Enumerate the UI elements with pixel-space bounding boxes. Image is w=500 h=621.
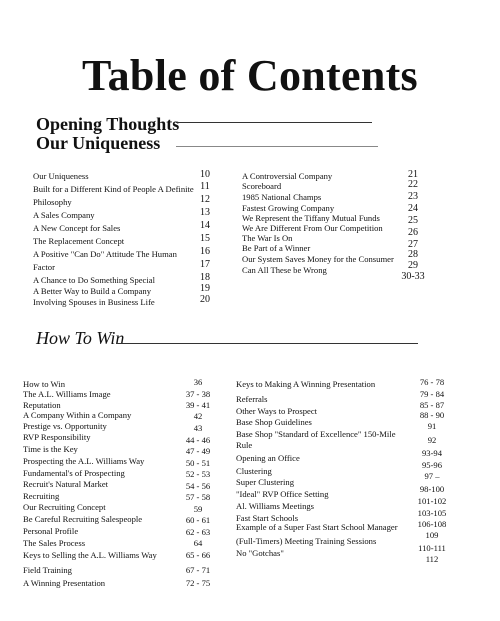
toc-entry-page: 27	[408, 239, 418, 250]
toc-entry-label: Our Uniqueness	[33, 171, 89, 181]
toc-entry-page: 30-33	[401, 271, 425, 282]
toc-entry-label: Clustering	[236, 466, 272, 476]
heading-rule	[116, 343, 418, 344]
heading-rule	[176, 146, 378, 147]
toc-entry-page: 54 - 56	[185, 481, 211, 491]
toc-entry-label: Fundamental's of Prospecting	[23, 468, 125, 478]
toc-entry-label: Al. Williams Meetings	[236, 501, 315, 511]
page-title: Table of Contents	[82, 51, 418, 100]
toc-entry-page: 20	[200, 294, 210, 305]
toc-entry-page: 72 - 75	[185, 578, 211, 588]
toc-entry-label: Recruiting	[23, 491, 60, 501]
toc-entry-page: 50 - 51	[185, 458, 211, 468]
toc-entry-page: 29	[408, 260, 418, 271]
toc-entry-label: Factor	[33, 262, 55, 272]
toc-entry-page: 16	[200, 246, 210, 257]
toc-entry-page: 98-100	[419, 484, 445, 494]
toc-entry-label: Prestige vs. Opportunity	[23, 421, 107, 431]
toc-entry-label: Personal Profile	[23, 526, 79, 536]
heading-opening-thoughts: Opening Thoughts	[36, 114, 180, 134]
toc-entry-label: Keys to Making A Winning Presentation	[236, 379, 376, 389]
toc-entry-page: 28	[408, 249, 418, 260]
toc-entry-page: 106-108	[417, 519, 447, 529]
toc-entry-label: Rule	[236, 440, 253, 450]
toc-entry-label: A Positive "Can Do" Attitude The Human	[33, 249, 177, 259]
toc-entry-page: 13	[200, 207, 210, 218]
toc-entry-page: 12	[200, 194, 210, 205]
toc-entry-page: 91	[427, 421, 437, 431]
toc-entry-page: 59	[193, 504, 203, 514]
toc-entry-page: 64	[193, 538, 203, 548]
toc-entry-label: A Company Within a Company	[23, 410, 132, 420]
toc-entry-page: 22	[408, 179, 418, 190]
toc-entry-page: 60 - 61	[185, 515, 211, 525]
toc-entry-label: A Controversial Company	[242, 171, 333, 181]
toc-entry-page: 11	[200, 181, 210, 192]
toc-entry-page: 47 - 49	[185, 446, 211, 456]
toc-entry-page: 10	[200, 169, 210, 180]
toc-entry-label: Prospecting the A.L. Williams Way	[23, 456, 145, 466]
toc-entry-page: 44 - 46	[185, 435, 211, 445]
toc-entry-label: Opening an Office	[236, 453, 300, 463]
toc-entry-label: Time is the Key	[23, 444, 78, 454]
toc-entry-label: (Full-Timers) Meeting Training Sessions	[236, 536, 377, 546]
toc-entry-page: 109	[425, 530, 439, 540]
toc-entry-label: "Ideal" RVP Office Setting	[236, 489, 329, 499]
toc-entry-label: A Chance to Do Something Special	[33, 275, 155, 285]
toc-entry-label: A Sales Company	[33, 210, 95, 220]
toc-entry-page: 79 - 84	[419, 389, 445, 399]
toc-entry-page: 67 - 71	[185, 565, 211, 575]
toc-entry-page: 36	[193, 377, 203, 387]
toc-entry-label: A Better Way to Build a Company	[33, 286, 152, 296]
toc-entry-page: 88 - 90	[419, 410, 445, 420]
toc-entry-label: Our System Saves Money for the Consumer	[242, 254, 394, 264]
toc-entry-label: Involving Spouses in Business Life	[33, 297, 155, 307]
toc-entry-page: 14	[200, 220, 210, 231]
toc-entry-label: Other Ways to Prospect	[236, 406, 318, 416]
toc-entry-page: 18	[200, 272, 210, 283]
toc-entry-page: 24	[408, 203, 418, 214]
toc-entry-label: Be Part of a Winner	[242, 243, 311, 253]
toc-entry-page: 76 - 78	[419, 377, 445, 387]
toc-entry-label: Recruit's Natural Market	[23, 479, 109, 489]
toc-entry-page: 85 - 87	[419, 400, 445, 410]
toc-entry-page: 25	[408, 215, 418, 226]
toc-entry-label: We Represent the Tiffany Mutual Funds	[242, 213, 380, 223]
toc-entry-page: 93-94	[421, 448, 443, 458]
toc-entry-label: Fast Start Schools	[236, 513, 299, 523]
toc-entry-page: 17	[200, 259, 210, 270]
toc-entry-label: Base Shop Guidelines	[236, 417, 312, 427]
toc-entry-page: 62 - 63	[185, 527, 211, 537]
toc-entry-page: 112	[425, 554, 439, 564]
toc-entry-label: Our Recruiting Concept	[23, 502, 106, 512]
toc-entry-label: Scoreboard	[242, 181, 282, 191]
toc-entry-label: The Sales Process	[23, 538, 86, 548]
toc-entry-page: 65 - 66	[185, 550, 211, 560]
toc-entry-page: 15	[200, 233, 210, 244]
toc-entry-page: 110-111	[418, 543, 446, 553]
toc-entry-page: 103-105	[417, 508, 447, 518]
toc-entry-label: The Replacement Concept	[33, 236, 125, 246]
toc-entry-label: Built for a Different Kind of People A Definite	[33, 184, 194, 194]
toc-entry-label: Reputation	[23, 400, 61, 410]
toc-entry-label: Philosophy	[33, 197, 72, 207]
toc-entry-page: 97 –	[424, 471, 440, 481]
toc-entry-label: A Winning Presentation	[23, 578, 106, 588]
toc-entry-label: Base Shop "Standard of Excellence" 150-Mile	[236, 429, 396, 439]
toc-entry-label: The A.L. Williams Image	[23, 389, 111, 399]
toc-entry-page: 26	[408, 227, 418, 238]
toc-entry-label: RVP Responsibility	[23, 432, 91, 442]
toc-entry-label: No "Gotchas"	[236, 548, 284, 558]
toc-entry-page: 57 - 58	[185, 492, 211, 502]
toc-entry-label: Keys to Selling the A.L. Williams Way	[23, 550, 157, 560]
toc-entry-label: Be Careful Recruiting Salespeople	[23, 514, 143, 524]
toc-entry-page: 21	[408, 169, 418, 180]
toc-entry-label: We Are Different From Our Competition	[242, 223, 383, 233]
toc-entry-label: 1985 National Champs	[242, 192, 322, 202]
toc-entry-page: 43	[193, 423, 203, 433]
toc-entry-label: Field Training	[23, 565, 72, 575]
toc-entry-page: 37 - 38	[185, 389, 211, 399]
toc-entry-page: 42	[193, 411, 203, 421]
toc-entry-page: 101-102	[417, 496, 447, 506]
toc-entry-label: Super Clustering	[236, 477, 295, 487]
toc-entry-page: 52 - 53	[185, 469, 211, 479]
heading-rule	[176, 122, 372, 123]
heading-how-to-win: How To Win	[36, 328, 125, 348]
toc-entry-page: 92	[427, 435, 437, 445]
toc-entry-page: 39 - 41	[185, 400, 211, 410]
toc-entry-label: Can All These be Wrong	[242, 265, 327, 275]
toc-entry-label: Fastest Growing Company	[242, 203, 335, 213]
heading-our-uniqueness: Our Uniqueness	[36, 133, 161, 153]
toc-entry-label: The War Is On	[242, 233, 293, 243]
toc-entry-label: A New Concept for Sales	[33, 223, 121, 233]
toc-entry-label: How to Win	[23, 379, 65, 389]
toc-entry-label: Referrals	[236, 394, 268, 404]
toc-entry-page: 95-96	[421, 460, 443, 470]
toc-entry-page: 19	[200, 283, 210, 294]
toc-entry-page: 23	[408, 191, 418, 202]
toc-entry-label: Example of a Super Fast Start School Manager	[236, 522, 398, 532]
